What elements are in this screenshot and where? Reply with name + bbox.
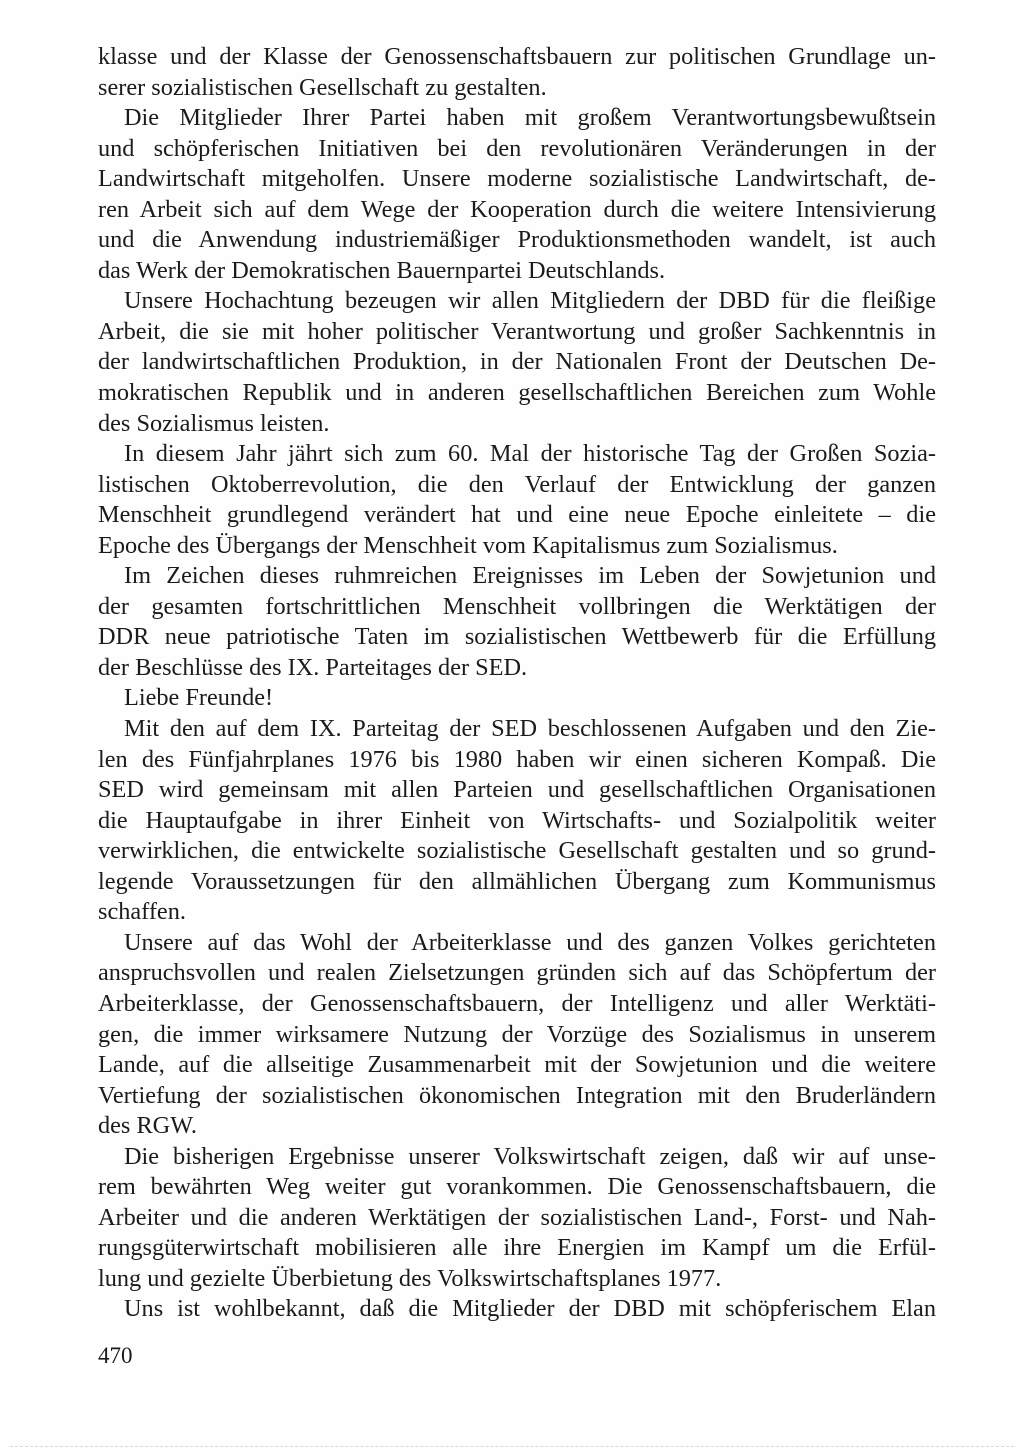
text-line: Epoche des Übergangs der Menschheit vom Kapitalismus zum Sozialismus.: [98, 531, 838, 559]
text-line: listischen Oktoberrevolution, die den Verlauf der Entwicklung der ganzen: [98, 470, 936, 498]
text-line: und schöpferischen Initiativen bei den revolutionären Veränderungen in der: [98, 134, 936, 162]
text-line: Die bisherigen Ergebnisse unserer Volkswirtschaft zeigen, daß wir auf unse-: [124, 1142, 936, 1170]
text-line: Unsere Hochachtung bezeugen wir allen Mitgliedern der DBD für die fleißige: [124, 287, 936, 315]
text-line: der gesamten fortschrittlichen Menschheit vollbringen die Werktätigen der: [98, 592, 936, 620]
text-line: len des Fünfjahrplanes 1976 bis 1980 haben wir einen sicheren Kompaß. Die: [98, 745, 936, 773]
text-line: Im Zeichen dieses ruhmreichen Ereignisses im Leben der Sowjetunion und: [124, 562, 936, 590]
text-line: klasse und der Klasse der Genossenschaftsbauern zur politischen Grundlage un-: [98, 43, 936, 70]
scan-edge-divider: [10, 1446, 1014, 1447]
text-line: rungsgüterwirtschaft mobilisieren alle ihre Energien im Kampf um die Erfül-: [98, 1234, 936, 1262]
text-line: Landwirtschaft mitgeholfen. Unsere moderne sozialistische Landwirtschaft, de-: [98, 165, 936, 193]
text-line: Arbeiterklasse, der Genossenschaftsbauern, der Intelligenz und aller Werktäti-: [98, 989, 936, 1017]
text-line: Vertiefung der sozialistischen ökonomischen Integration mit den Bruderländern: [98, 1081, 936, 1109]
text-line: DDR neue patriotische Taten im sozialistischen Wettbewerb für die Erfüllung: [98, 623, 936, 651]
text-line: Arbeiter und die anderen Werktätigen der sozialistischen Land-, Forst- und Nah-: [98, 1203, 936, 1231]
text-line: serer sozialistischen Gesellschaft zu gestalten.: [98, 73, 547, 101]
text-line: Uns ist wohlbekannt, daß die Mitglieder der DBD mit schöpferischem Elan: [124, 1295, 936, 1323]
text-line: gen, die immer wirksamere Nutzung der Vorzüge des Sozialismus in unserem: [98, 1020, 936, 1048]
text-line: die Hauptaufgabe in ihrer Einheit von Wirtschafts- und Sozialpolitik weiter: [98, 806, 936, 834]
text-line: Arbeit, die sie mit hoher politischer Verantwortung und großer Sachkenntnis in: [98, 317, 936, 345]
text-line: Lande, auf die allseitige Zusammenarbeit mit der Sowjetunion und die weitere: [98, 1051, 936, 1079]
text-line: In diesem Jahr jährt sich zum 60. Mal der historische Tag der Großen Sozia-: [124, 440, 936, 468]
text-line: ren Arbeit sich auf dem Wege der Kooperation durch die weitere Intensivierung: [98, 195, 936, 223]
text-line: und die Anwendung industriemäßiger Produktionsmethoden wandelt, ist auch: [98, 226, 936, 254]
body-text: [98, 42, 936, 1325]
page-number: 470: [98, 1343, 133, 1368]
text-line: mokratischen Republik und in anderen gesellschaftlichen Bereichen zum Wohle: [98, 379, 936, 407]
text-line: Unsere auf das Wohl der Arbeiterklasse und des ganzen Volkes gerichteten: [124, 928, 936, 956]
text-line: legende Voraussetzungen für den allmählichen Übergang zum Kommunismus: [98, 867, 936, 895]
text-line: das Werk der Demokratischen Bauernpartei Deutschlands.: [98, 256, 666, 284]
text-line: SED wird gemeinsam mit allen Parteien und gesellschaftlichen Organisationen: [98, 776, 936, 804]
text-line: anspruchsvollen und realen Zielsetzungen gründen sich auf das Schöpfertum der: [98, 959, 936, 987]
text-line: Menschheit grundlegend verändert hat und eine neue Epoche einleitete – die: [98, 501, 936, 529]
text-line: der landwirtschaftlichen Produktion, in der Nationalen Front der Deutschen De-: [98, 348, 936, 376]
text-line: des Sozialismus leisten.: [98, 409, 330, 437]
text-line: Mit den auf dem IX. Parteitag der SED beschlossenen Aufgaben und den Zie-: [124, 715, 936, 743]
text-line: lung und gezielte Überbietung des Volkswirtschaftsplanes 1977.: [98, 1264, 722, 1292]
text-line: Liebe Freunde!: [124, 684, 274, 712]
text-line: der Beschlüsse des IX. Parteitages der SED.: [98, 653, 528, 681]
text-line: rem bewährten Weg weiter gut vorankommen. Die Genossenschaftsbauern, die: [98, 1173, 936, 1201]
text-line: verwirklichen, die entwickelte sozialistische Gesellschaft gestalten und so grund-: [98, 837, 936, 865]
text-line: Die Mitglieder Ihrer Partei haben mit großem Verantwortungsbewußtsein: [124, 104, 936, 132]
text-line: schaffen.: [98, 898, 186, 926]
text-line: des RGW.: [98, 1112, 197, 1140]
